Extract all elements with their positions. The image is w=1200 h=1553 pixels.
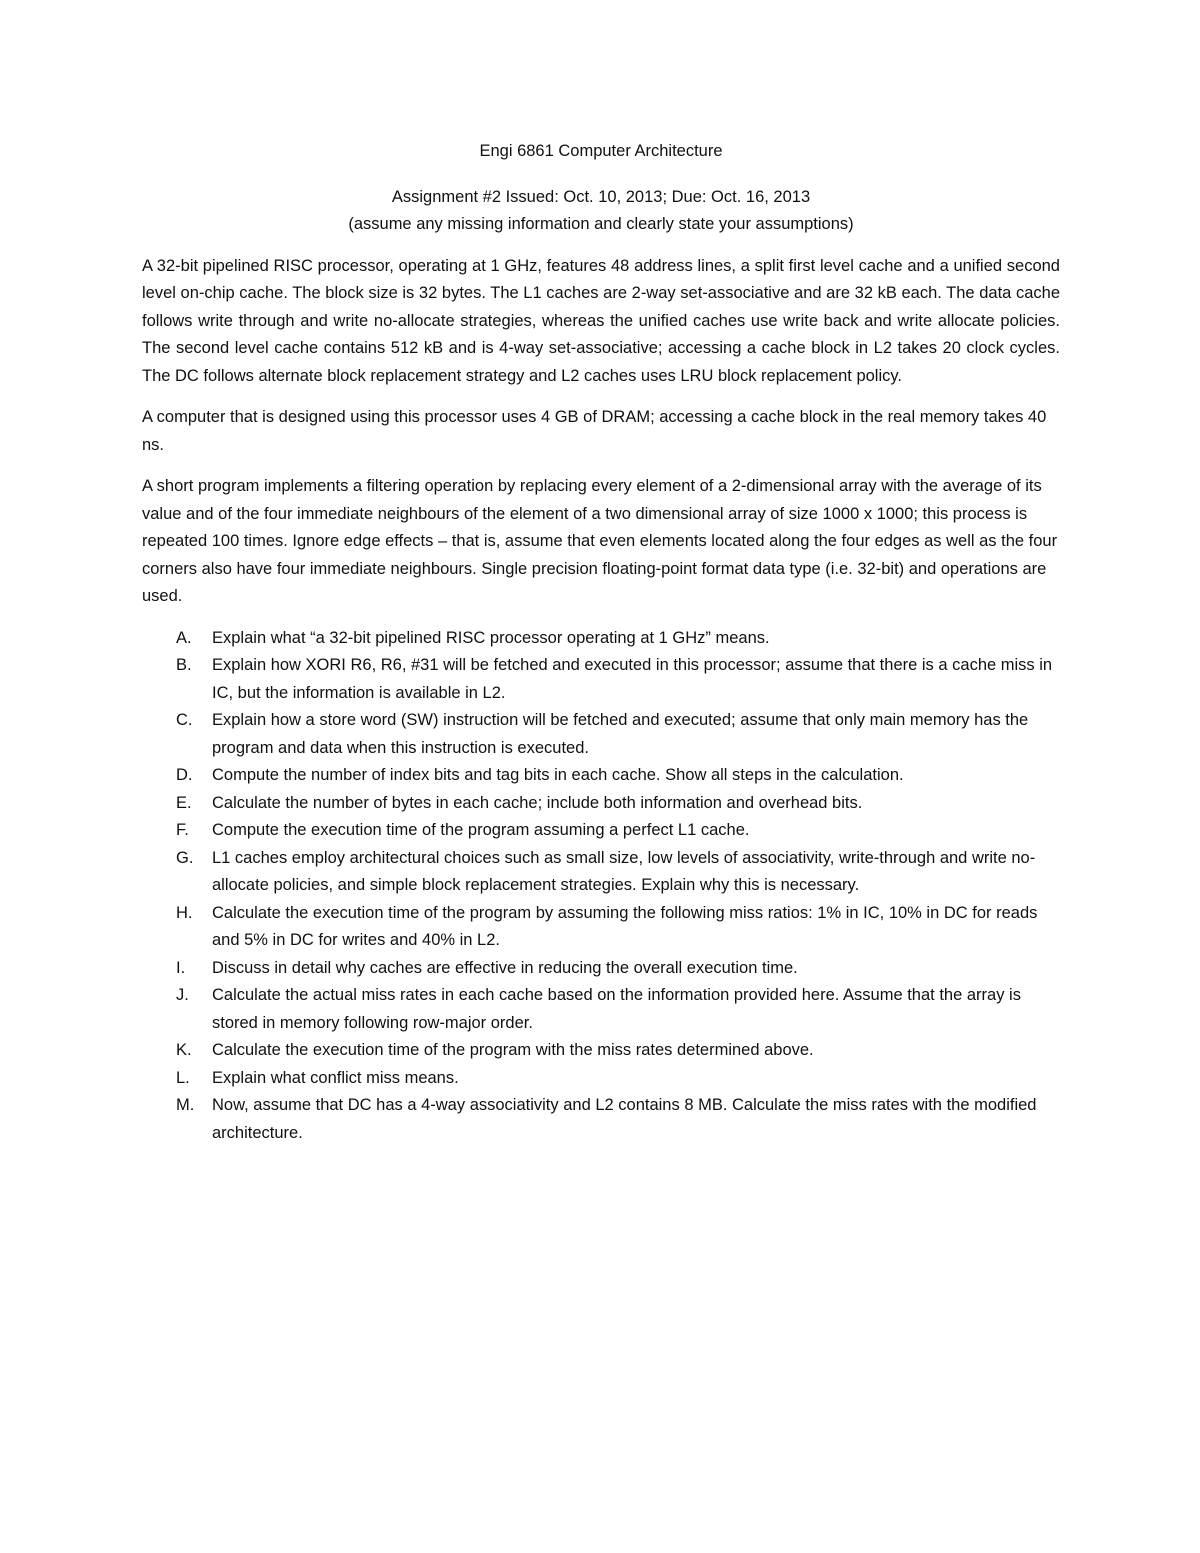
question-letter: A. (176, 628, 192, 647)
question-letter: J. (176, 986, 189, 1004)
question-text: Calculate the execution time of the program with the miss rates determined above. (212, 1041, 814, 1059)
question-item (142, 955, 1060, 983)
program-description: A short program implements a filtering operation by replacing every element of a 2-dimensional array with the average of its value and of the four immediate neighbours of the element of a two dimensional array of size 1000 x 1000; this process is repeated 100 times. Ignore edge effects – that is, assume that even elements located along the four edges as well as the four corners also have four immediate neighbours. Single precision floating-point format data type (i.e. 32-bit) and operations are used. (142, 477, 1058, 605)
question-item (142, 1065, 1060, 1093)
question-text: L1 caches employ architectural choices such as small size, low levels of associativity, write-through and write no-allocate policies, and simple block replacement strategies. Explain why this is necessary. (212, 848, 1036, 894)
assignment-dates: Assignment #2 Issued: Oct. 10, 2013; Due: Oct. 16, 2013 (391, 187, 811, 206)
question-letter: C. (176, 711, 193, 729)
question-item (142, 625, 1060, 653)
question-letter: I. (176, 958, 186, 977)
question-item (142, 845, 1060, 900)
question-letter: H. (176, 903, 193, 922)
question-letter: F. (176, 821, 189, 839)
question-text: Now, assume that DC has a 4-way associativity and L2 contains 8 MB. Calculate the miss rates with the modified architecture. (212, 1096, 1037, 1142)
question-text: Compute the number of index bits and tag bits in each cache. Show all steps in the calculation. (212, 766, 904, 784)
question-item (142, 790, 1060, 818)
question-letter: M. (176, 1096, 195, 1114)
question-item (142, 900, 1060, 955)
question-item (142, 762, 1060, 790)
question-item (142, 1037, 1060, 1065)
question-text: Explain what “a 32-bit pipelined RISC processor operating at 1 GHz” means. (212, 628, 770, 647)
assignment-info (142, 184, 1060, 239)
question-text: Discuss in detail why caches are effective in reducing the overall execution time. (212, 958, 798, 977)
document-page (142, 138, 1060, 1147)
question-text: Calculate the execution time of the program by assuming the following miss ratios: 1% in IC, 10% in DC for reads and 5% in DC for writes and 40% in L2. (212, 903, 1038, 949)
question-text: Explain what conflict miss means. (212, 1068, 459, 1087)
question-letter: D. (176, 766, 193, 784)
question-item (142, 817, 1060, 845)
question-letter: L. (176, 1068, 190, 1087)
question-text: Calculate the actual miss rates in each cache based on the information provided here. Assume that the array is stored in memory following row-major order. (212, 986, 1021, 1032)
question-item (142, 982, 1060, 1037)
question-list (142, 625, 1060, 1148)
question-letter: K. (176, 1041, 192, 1059)
processor-description: A 32-bit pipelined RISC processor, operating at 1 GHz, features 48 address lines, a split first level cache and a unified second level on-chip cache. The block size is 32 bytes. The L1 caches are 2-way set-associative and are 32 kB each. The data cache follows write through and write no-allocate strategies, whereas the unified caches use write back and write allocate policies. The second level cache contains 512 kB and is 4-way set-associative; accessing a cache block in L2 takes 20 clock cycles. The DC follows alternate block replacement strategy and L2 caches uses LRU block replacement policy. (142, 256, 1060, 385)
question-item (142, 1092, 1060, 1147)
question-text: Explain how XORI R6, R6, #31 will be fetched and executed in this processor; assume that there is a cache miss in IC, but the information is available in L2. (212, 656, 1053, 702)
memory-description: A computer that is designed using this processor uses 4 GB of DRAM; accessing a cache block in the real memory takes 40 ns. (142, 408, 1047, 454)
question-letter: E. (176, 793, 192, 812)
question-text: Compute the execution time of the program assuming a perfect L1 cache. (212, 821, 750, 839)
question-letter: G. (176, 848, 194, 867)
assumption-note: (assume any missing information and clearly state your assumptions) (348, 215, 854, 233)
question-item (142, 652, 1060, 707)
question-item (142, 707, 1060, 762)
question-text: Calculate the number of bytes in each cache; include both information and overhead bits. (212, 793, 863, 812)
question-letter: B. (176, 656, 192, 674)
page-title: Engi 6861 Computer Architecture (479, 142, 723, 160)
question-text: Explain how a store word (SW) instruction will be fetched and executed; assume that only main memory has the program and data when this instruction is executed. (212, 711, 1029, 757)
